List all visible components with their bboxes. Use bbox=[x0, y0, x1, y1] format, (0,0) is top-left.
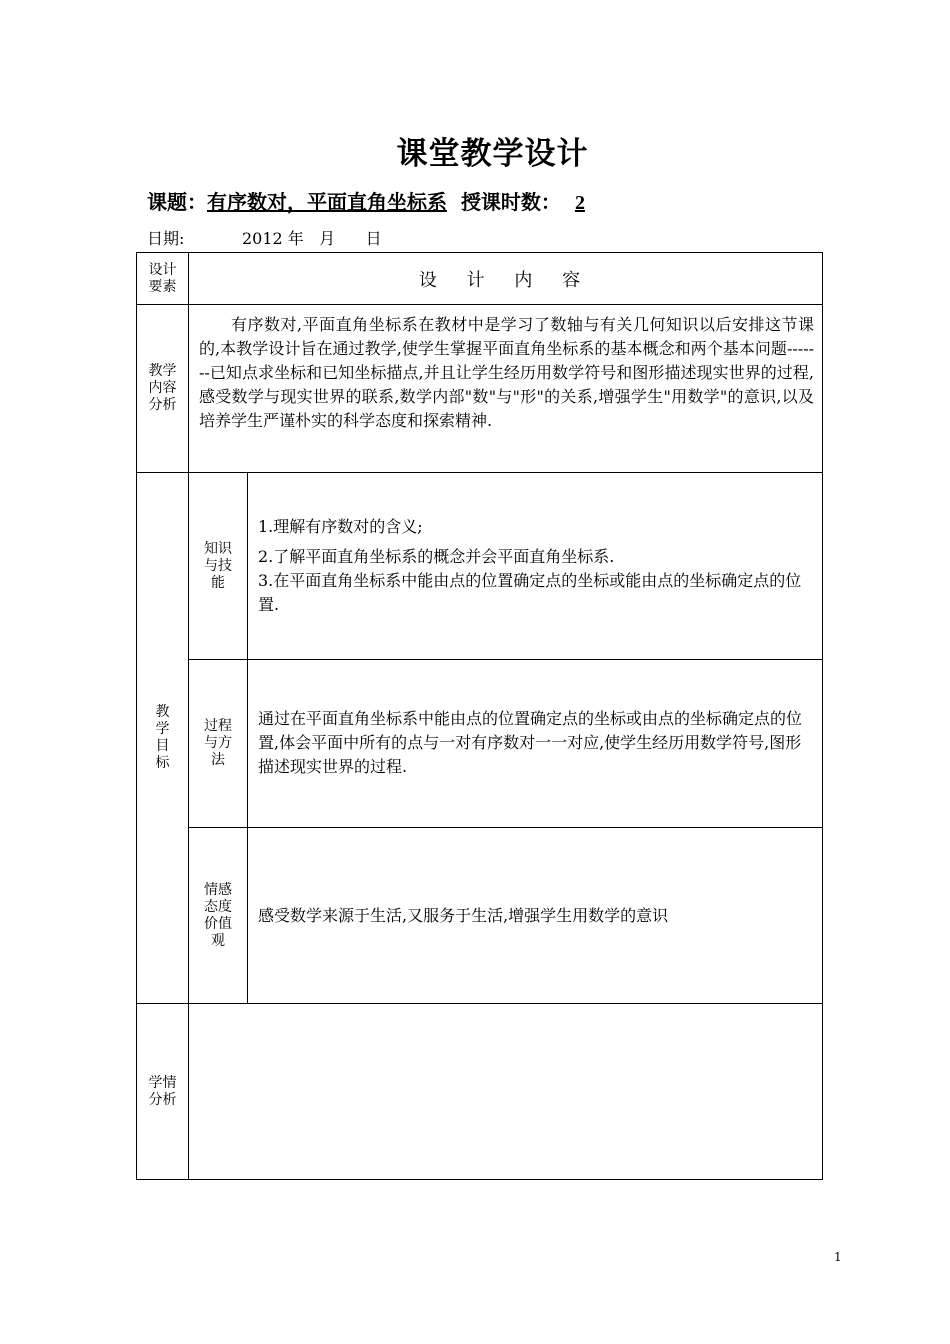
hours-label: 授课时数： bbox=[460, 190, 561, 214]
knowledge-label: 知识与技能 bbox=[204, 540, 232, 591]
emotion-label: 情感态度价值观 bbox=[204, 881, 232, 949]
emotion-cell bbox=[248, 828, 823, 1004]
hours-value: 2 bbox=[574, 192, 585, 214]
date-day: 日 bbox=[365, 229, 382, 248]
student-analysis-label-cell bbox=[137, 1004, 189, 1180]
process-row bbox=[137, 660, 823, 828]
subject-value: 有序数对，平面直角坐标系 bbox=[207, 190, 447, 214]
content-analysis-cell bbox=[189, 305, 823, 473]
subject-label: 课题： bbox=[147, 190, 207, 214]
date-month: 月 bbox=[319, 229, 336, 248]
design-table bbox=[136, 252, 823, 1180]
process-label-cell bbox=[189, 660, 248, 828]
knowledge-item-1: 1.理解有序数对的含义; bbox=[258, 517, 423, 536]
page-title: 课堂教学设计 bbox=[396, 136, 589, 172]
emotion-label-cell bbox=[189, 828, 248, 1004]
header-row bbox=[137, 253, 823, 305]
process-label: 过程与方法 bbox=[204, 718, 232, 768]
subject-line bbox=[147, 186, 607, 215]
objectives-label-cell bbox=[137, 473, 189, 1004]
process-cell bbox=[248, 660, 823, 828]
content-analysis-row bbox=[137, 305, 823, 473]
date-line bbox=[147, 226, 382, 249]
header-left-cell bbox=[137, 253, 189, 305]
header-left-label: 设计要素 bbox=[148, 261, 177, 295]
content-analysis-text: 有序数对,平面直角坐标系在教材中是学习了数轴与有关几何知识以后安排这节课的,本教学设计旨在通过教学,使学生掌握平面直角坐标系的基本概念和两个基本问题-------已知点求坐标和已知坐标描点,并且让学生经历用数学符号和图形描述现实世界的过程,感受数学与现实世界的联系,数学内部"数"与"形"的关系,增强学生"用数学"的意识,以及培养学生严谨朴实的科学态度和探索精神. bbox=[199, 315, 815, 430]
emotion-row bbox=[137, 828, 823, 1004]
process-text: 通过在平面直角坐标系中能由点的位置确定点的坐标或由点的坐标确定点的位置,体会平面中所有的点与一对有序数对一一对应,使学生经历用数学符号,图形描述现实世界的过程. bbox=[258, 708, 803, 776]
student-analysis-label: 学情分析 bbox=[148, 1074, 177, 1108]
student-analysis-row bbox=[137, 1004, 823, 1180]
knowledge-cell bbox=[248, 473, 823, 660]
knowledge-label-cell bbox=[189, 473, 248, 660]
student-analysis-cell bbox=[189, 1004, 823, 1180]
date-year: 2012 年 bbox=[242, 229, 304, 248]
page-number: 1 bbox=[834, 1250, 842, 1264]
knowledge-item-2: 2.了解平面直角坐标系的概念并会平面直角坐标系. bbox=[258, 547, 615, 566]
content-analysis-label-cell bbox=[137, 305, 189, 473]
content-analysis-label: 教学内容分析 bbox=[148, 363, 177, 413]
objectives-label: 教学目标 bbox=[155, 704, 170, 771]
date-label: 日期: bbox=[147, 229, 185, 248]
knowledge-row bbox=[137, 473, 823, 660]
knowledge-item-3: 3.在平面直角坐标系中能由点的位置确定点的坐标或能由点的坐标确定点的位置. bbox=[258, 571, 802, 614]
emotion-text: 感受数学来源于生活,又服务于生活,增强学生用数学的意识 bbox=[258, 905, 669, 925]
header-right-cell: 设 计 内 容 bbox=[189, 253, 823, 305]
